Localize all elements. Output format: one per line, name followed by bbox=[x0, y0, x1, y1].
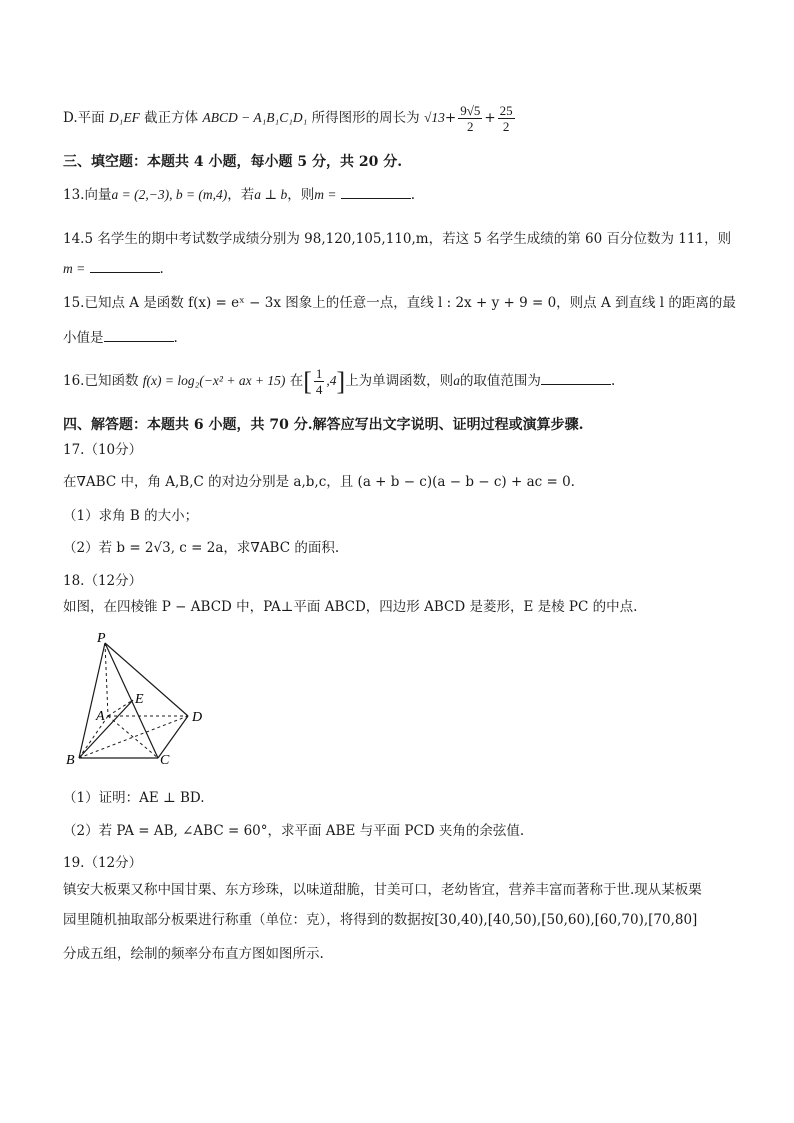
option-d: D.平面 D₁EF 截正方体 ABCD − A₁B₁C₁D₁ 所得图形的周长为 √13+ $\frac{9√5}{2}$ + $\frac{25}{2}$ bbox=[63, 103, 513, 134]
fraction-9sqrt5-over-2: $\frac{9√5}{2}$ bbox=[460, 103, 481, 134]
question-15-line-2: 小值是 . bbox=[63, 327, 178, 348]
question-16: 16.已知函数 f(x) = log₂(−x² + ax + 15) 在[ $\frac{1}{4}$ ,4]上为单调函数，则a的取值范围为 . bbox=[63, 366, 616, 397]
answer-blank-13[interactable] bbox=[341, 184, 411, 199]
label-b: B bbox=[66, 753, 75, 768]
question-14-line-2: m = . bbox=[63, 258, 164, 279]
label-c: C bbox=[160, 753, 170, 768]
label-p: P bbox=[97, 631, 106, 646]
question-18-stem: 如图，在四棱锥 P − ABCD 中，PA⊥平面 ABCD，四边形 ABCD 是菱形，E 是棱 PC 的中点. bbox=[63, 599, 638, 615]
question-18-part-2: （2）若 PA = AB, ∠ABC = 60°，求平面 ABE 与平面 PCD 夹角的余弦值. bbox=[63, 823, 525, 839]
label-a: A bbox=[96, 709, 105, 724]
section-4-heading: 四、解答题：本题共 6 小题，共 70 分.解答应写出文字说明、证明过程或演算步骤. bbox=[63, 417, 584, 433]
label-d: D bbox=[192, 710, 203, 725]
question-17-stem: 在∇ABC 中，角 A,B,C 的对边分别是 a,b,c，且 (a + b − c)(a − b − c) + ac = 0. bbox=[63, 474, 575, 490]
edge-pc bbox=[105, 643, 158, 758]
pyramid-figure bbox=[63, 628, 213, 768]
answer-blank-14[interactable] bbox=[90, 258, 160, 273]
question-19-line-3: 分成五组，绘制的频率分布直方图如图所示. bbox=[63, 946, 324, 962]
segment-be bbox=[79, 700, 133, 758]
question-18-number: 18.（12分） bbox=[63, 573, 143, 589]
edge-pa bbox=[105, 643, 108, 716]
fraction-1-over-4: $\frac{1}{4}$ bbox=[315, 366, 323, 397]
edge-pb bbox=[79, 643, 105, 758]
question-15-line-1: 15.已知点 A 是函数 f(x) = eˣ − 3x 图象上的任意一点，直线 l : 2x + y + 9 = 0，则点 A 到直线 l 的距离的最 bbox=[63, 295, 736, 311]
question-18-part-1: （1）证明：AE ⊥ BD. bbox=[63, 790, 205, 806]
edge-cd bbox=[158, 716, 188, 758]
question-17-part-1: （1）求角 B 的大小； bbox=[63, 508, 199, 524]
question-19-line-2: 园里随机抽取部分板栗进行称重（单位：克），将得到的数据按[30,40),[40,50),[50,60),[60,70),[70,80] bbox=[63, 912, 698, 928]
answer-blank-15[interactable] bbox=[104, 327, 174, 342]
answer-blank-16[interactable] bbox=[541, 370, 611, 385]
edge-pd bbox=[105, 643, 188, 716]
question-19-line-1: 镇安大板栗又称中国甘栗、东方珍珠，以味道甜脆，甘美可口，老幼皆宜，营养丰富而著称于世.现从某板栗 bbox=[63, 882, 702, 898]
fraction-25-over-2: $\frac{25}{2}$ bbox=[499, 103, 513, 134]
label-e: E bbox=[135, 692, 144, 707]
question-14-line-1: 14.5 名学生的期中考试数学成绩分别为 98,120,105,110,m，若这 5 名学生成绩的第 60 百分位数为 111，则 bbox=[63, 231, 732, 247]
question-17-number: 17.（10分） bbox=[63, 442, 143, 458]
sqrt-13: √13 bbox=[423, 110, 445, 125]
question-19-number: 19.（12分） bbox=[63, 855, 143, 871]
section-3-heading: 三、填空题：本题共 4 小题，每小题 5 分，共 20 分. bbox=[63, 154, 403, 170]
diagonal-ac bbox=[108, 716, 158, 758]
question-17-part-2: （2）若 b = 2√3, c = 2a，求∇ABC 的面积. bbox=[63, 540, 340, 556]
question-13: 13.向量a = (2,−3), b = (m,4)，若a ⊥ b，则m = . bbox=[63, 184, 415, 205]
